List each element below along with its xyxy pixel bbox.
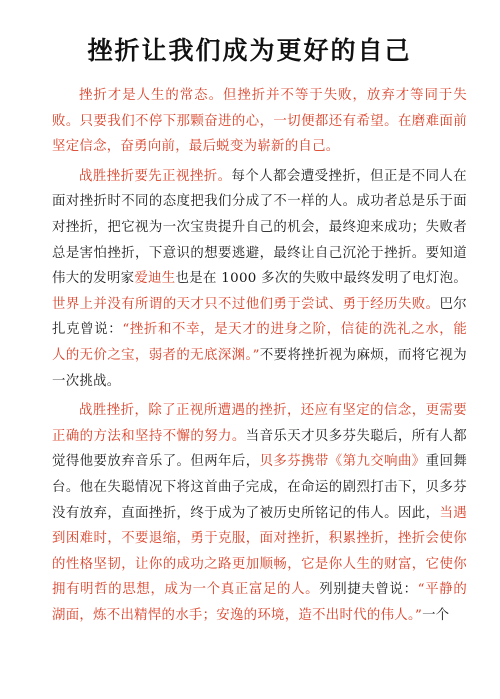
paragraph-2: [52, 164, 467, 394]
paragraph-2-segment-3: 爱迪生: [134, 271, 176, 287]
paragraph-2-segment-4: 也是在 1000 多次的失败中最终发明了电灯泡。: [175, 271, 468, 287]
paragraph-3-segment-7: “平静的湖面，炼不出精悍的水手；安逸的环境，造不出时代的伟人。”: [52, 582, 468, 623]
paragraph-3-segment-3: 贝多芬携带《第九交响曲》: [259, 454, 426, 470]
document-title: 挫折让我们成为更好的自己: [87, 36, 412, 65]
paragraph-2-segment-2: 每个人都会遭受挫折，但正是不同人在面对挫折时不同的态度把我们分成了不一样的人。成功者总是乐于面对挫折，把它视为一次宝贵提升自己的机会，最终迎来成功；失败者总是害怕挫折，下意识的想要逃避，最终让自己沉沦于挫折。要知道伟大的发明家: [52, 168, 467, 287]
paragraph-3-segment-1: 战胜挫折，除了正视所遭遇的挫折，还应有坚定的信念，更需要正确的方法和坚持不懈的努力。: [52, 403, 467, 444]
paragraph-2-segment-6: 巴尔扎克曾说：: [52, 296, 467, 338]
paragraph-3: [52, 398, 467, 628]
paragraph-3-segment-2: 当音乐天才贝多芬失聪后，所有人都觉得他要放弃音乐了。但两年后，: [52, 428, 467, 470]
paragraph-2-segment-5: 世界上并没有所谓的天才只不过他们勇于尝试、勇于经历失败。: [52, 296, 440, 312]
paragraph-3-segment-8: 一个: [422, 607, 450, 623]
paragraph-3-segment-6: 列别捷夫曾说：: [319, 582, 418, 598]
paragraph-1-segment-1: 挫折才是人生的常态。但挫折并不等于失败，放弃才等同于失败。只要我们不停下那颗奋进的心，一切便都还有希望。在磨难面前坚定信念，奋勇向前，最后蜕变为崭新的自己。: [52, 88, 467, 155]
paragraph-3-segment-4: 重回舞台。他在失聪情况下将这首曲子完成，在命运的剧烈打击下，贝多芬没有放弃，直面挫折，终于成为了被历史所铭记的伟人。因此，: [52, 454, 468, 521]
paragraph-3-segment-5: 当遇到困难时，不要退缩，勇于克服，面对挫折，积累挫折，挫折会使你的性格坚韧，让你的成功之路更加顺畅，它是你人生的财富，它使你拥有明哲的思想，成为一个真正富足的人。: [52, 505, 467, 598]
paragraph-1: [52, 83, 467, 160]
paragraph-2-segment-7: “挫折和不幸，是天才的进身之阶，信徒的洗礼之水，能人的无价之宝，弱者的无底深渊。”: [52, 322, 468, 363]
paragraph-2-segment-1: 战胜挫折要先正视挫折。: [79, 168, 232, 184]
paragraph-2-segment-8: 不要将挫折视为麻烦，而将它视为一次挑战。: [52, 347, 467, 389]
